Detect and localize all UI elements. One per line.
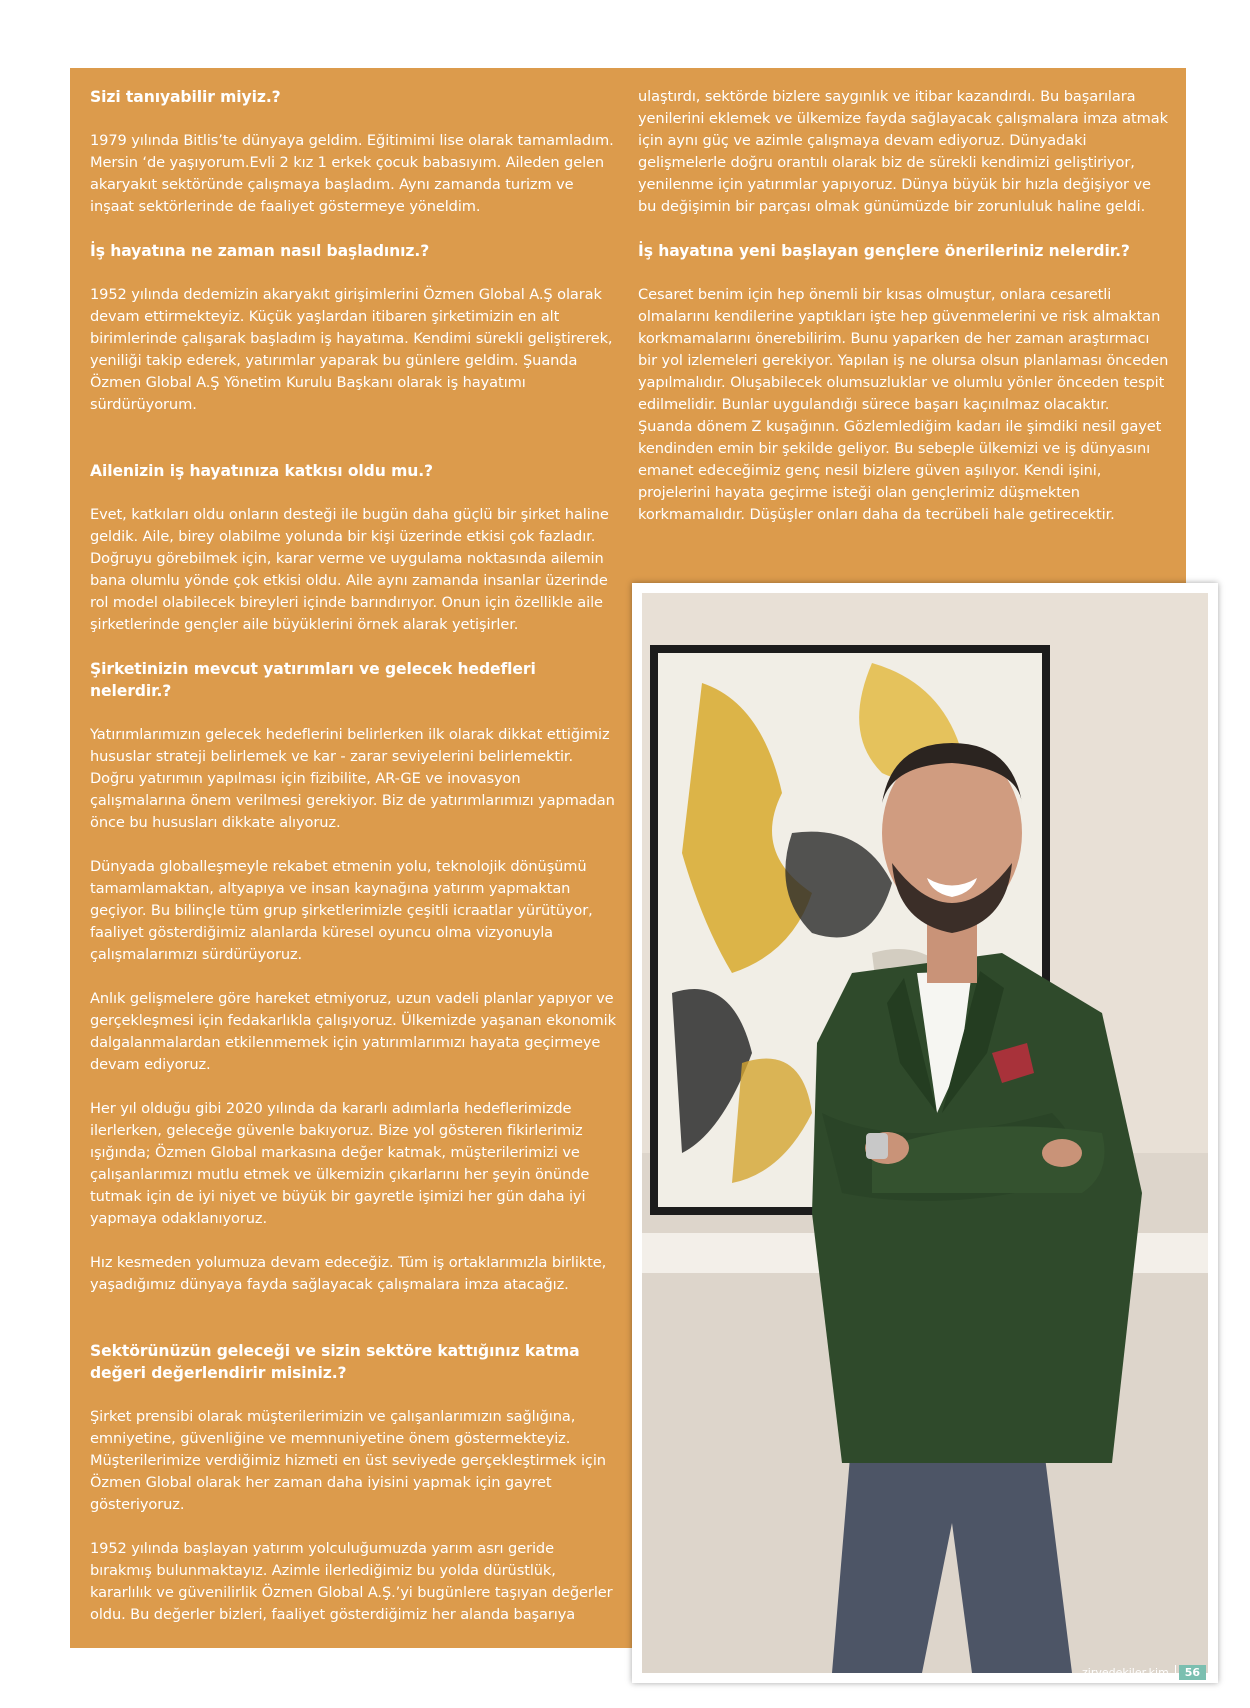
- answer-paragraph: 1952 yılında başlayan yatırım yolculuğumuzda yarım asrı geride bırakmış bulunmaktayız. Azimle ilerlediğimiz bu yolda dürüstlük, kararlılık ve güvenilirlik Özmen Global A.Ş.’yi bugünlere taşıyan değerler oldu. Bu değerler bizleri, faaliyet gösterdiğimiz her alanda başarıya: [90, 1540, 613, 1623]
- question-heading: Ailenizin iş hayatınıza katkısı oldu mu.?: [90, 462, 433, 480]
- answer-paragraph: Hız kesmeden yolumuza devam edeceğiz. Tüm iş ortaklarımızla birlikte, yaşadığımız dünyaya fayda sağlayacak çalışmalara imza atacağız.: [90, 1254, 607, 1293]
- spacer: [90, 438, 618, 460]
- question-heading: İş hayatına yeni başlayan gençlere önerileriniz nelerdir.?: [638, 242, 1130, 260]
- left-column: [90, 86, 618, 1648]
- right-column: [638, 86, 1172, 548]
- portrait-photo: [642, 593, 1208, 1673]
- page-number: 56: [1179, 1665, 1206, 1680]
- answer-paragraph: Yatırımlarımızın gelecek hedeflerini belirlerken ilk olarak dikkat ettiğimiz hususlar strateji belirlemek ve kar - zarar seviyelerini belirlemektir. Doğru yatırımın yapılması için fizibilite, AR-GE ve inovasyon çalışmalarına önem verilmesi gerekiyor. Biz de yatırımlarımızı yapmadan önce bu hususları dikkate alıyoruz.: [90, 726, 615, 831]
- answer-paragraph: 1979 yılında Bitlis’te dünyaya geldim. Eğitimimi lise olarak tamamladım. Mersin ‘de yaşıyorum.Evli 2 kız 1 erkek çocuk babasıyım. Aileden gelen akaryakıt sektöründe çalışmaya başladım. Aynı zamanda turizm ve inşaat sektörlerinde de faaliyet göstermeye yöneldim.: [90, 132, 614, 215]
- question-heading: Şirketinizin mevcut yatırımları ve gelecek hedefleri nelerdir.?: [90, 660, 536, 700]
- footer-divider: [1175, 1665, 1176, 1679]
- footer-site: zirvedekiler.kim: [1082, 1665, 1169, 1679]
- answer-paragraph: Anlık gelişmelere göre hareket etmiyoruz, uzun vadeli planlar yapıyor ve gerçekleşmesi için fedakarlıkla çalışıyoruz. Ülkemizde yaşanan ekonomik dalgalanmalardan etkilenmemek için yatırımlarımızı hayata geçirmeye devam ediyoruz.: [90, 990, 616, 1073]
- question-heading: İş hayatına ne zaman nasıl başladınız.?: [90, 242, 430, 260]
- answer-paragraph: Cesaret benim için hep önemli bir kısas olmuştur, onlara cesaretli olmalarını kendilerine yaptıkları işte hep güvenmelerini ve risk almaktan korkmamalarını önerebilirim. Bunu yaparken de her zaman araştırmacı bir yol izlemeleri gerekiyor. Yapılan iş ne olursa olsun planlaması önceden yapılmalıdır. Oluşabilecek olumsuzluklar ve olumlu yönler önceden tespit edilmelidir. Bunlar uygulandığı sürece başarı kaçınılmaz olacaktır. Şuanda dönem Z kuşağının. Gözlemlediğim kadarı ile şimdiki nesil gayet kendinden emin bir şekilde geliyor. Bu sebeple ülkemizi ve iş dünyasını emanet edeceğimiz genç nesil bizlere güven aşılıyor. Kendi işini, projelerini hayata geçirme isteği olan gençlerimiz düşmekten korkmamalıdır. Düşüşler onları daha da tecrübeli hale getirecektir.: [638, 286, 1169, 523]
- question-heading: Sizi tanıyabilir miyiz.?: [90, 88, 281, 106]
- page-footer: [1082, 1663, 1206, 1681]
- answer-paragraph: Şirket prensibi olarak müşterilerimizin ve çalışanlarımızın sağlığına, emniyetine, güvenliğine ve memnuniyetine önem göstermekteyiz. Müşterilerimize verdiğimiz hizmeti en üst seviyede gerçekleştirmek için Özmen Global olarak her zaman daha iyisini yapmak için gayret gösteriyoruz.: [90, 1408, 606, 1513]
- question-heading: Sektörünüzün geleceği ve sizin sektöre kattığınız katma değeri değerlendirir misiniz.?: [90, 1342, 580, 1382]
- answer-paragraph: ulaştırdı, sektörde bizlere saygınlık ve itibar kazandırdı. Bu başarılara yenilerini eklemek ve ülkemize fayda sağlayacak çalışmalara imza atmak için aynı güç ve azimle çalışmaya devam ediyoruz. Dünyadaki gelişmelerle doğru orantılı olarak biz de sürekli kendimizi geliştiriyor, yenilenme için yatırımlar yapıyoruz. Dünya büyük bir hızla değişiyor ve bu değişimin bir parçası olmak günümüzde bir zorunluluk haline geldi.: [638, 88, 1168, 215]
- answer-paragraph: Her yıl olduğu gibi 2020 yılında da kararlı adımlarla hedeflerimizde ilerlerken, geleceğe güvenle bakıyoruz. Bize yol gösteren fikirlerimiz ışığında; Özmen Global markasına değer katmak, müşterilerimizi ve çalışanlarımızı mutlu etmek ve ülkemizin çıkarlarını her şeyin önünde tutmak için de iyi niyet ve büyük bir gayretle işimizi her gün daha iyi yapmaya odaklanıyoruz.: [90, 1100, 590, 1227]
- answer-paragraph: Evet, katkıları oldu onların desteği ile bugün daha güçlü bir şirket haline geldik. Aile, birey olabilme yolunda bir kişi üzerinde etkisi çok fazladır. Doğruyu görebilmek için, karar verme ve uygulama noktasında ailemin bana olumlu yönde çok etkisi oldu. Aile aynı zamanda insanlar üzerinde rol model olabilecek bireyleri içinde barındırıyor. Onun için özellikle aile şirketlerinde gençler aile büyüklerini örnek alarak yetişirler.: [90, 506, 609, 633]
- spacer: [90, 1318, 618, 1340]
- answer-paragraph: Dünyada globalleşmeyle rekabet etmenin yolu, teknolojik dönüşümü tamamlamaktan, altyapıya ve insan kaynağına yatırım yapmaktan geçiyor. Bu bilinçle tüm grup şirketlerimizle çeşitli icraatlar yürütüyor, faaliyet gösterdiğimiz alanlarda küresel oyuncu olma vizyonuyla çalışmalarımızı sürdürüyoruz.: [90, 858, 593, 963]
- answer-paragraph: 1952 yılında dedemizin akaryakıt girişimlerini Özmen Global A.Ş olarak devam ettirmekteyiz. Küçük yaşlardan itibaren şirketimizin en alt birimlerinde çalışarak başladım iş hayatıma. Kendimi sürekli geliştirerek, yeniliği takip ederek, yatırımlar yaparak bu günlere geldim. Şuanda Özmen Global A.Ş Yönetim Kurulu Başkanı olarak iş hayatımı sürdürüyorum.: [90, 286, 613, 413]
- portrait-photo-frame: [632, 583, 1218, 1683]
